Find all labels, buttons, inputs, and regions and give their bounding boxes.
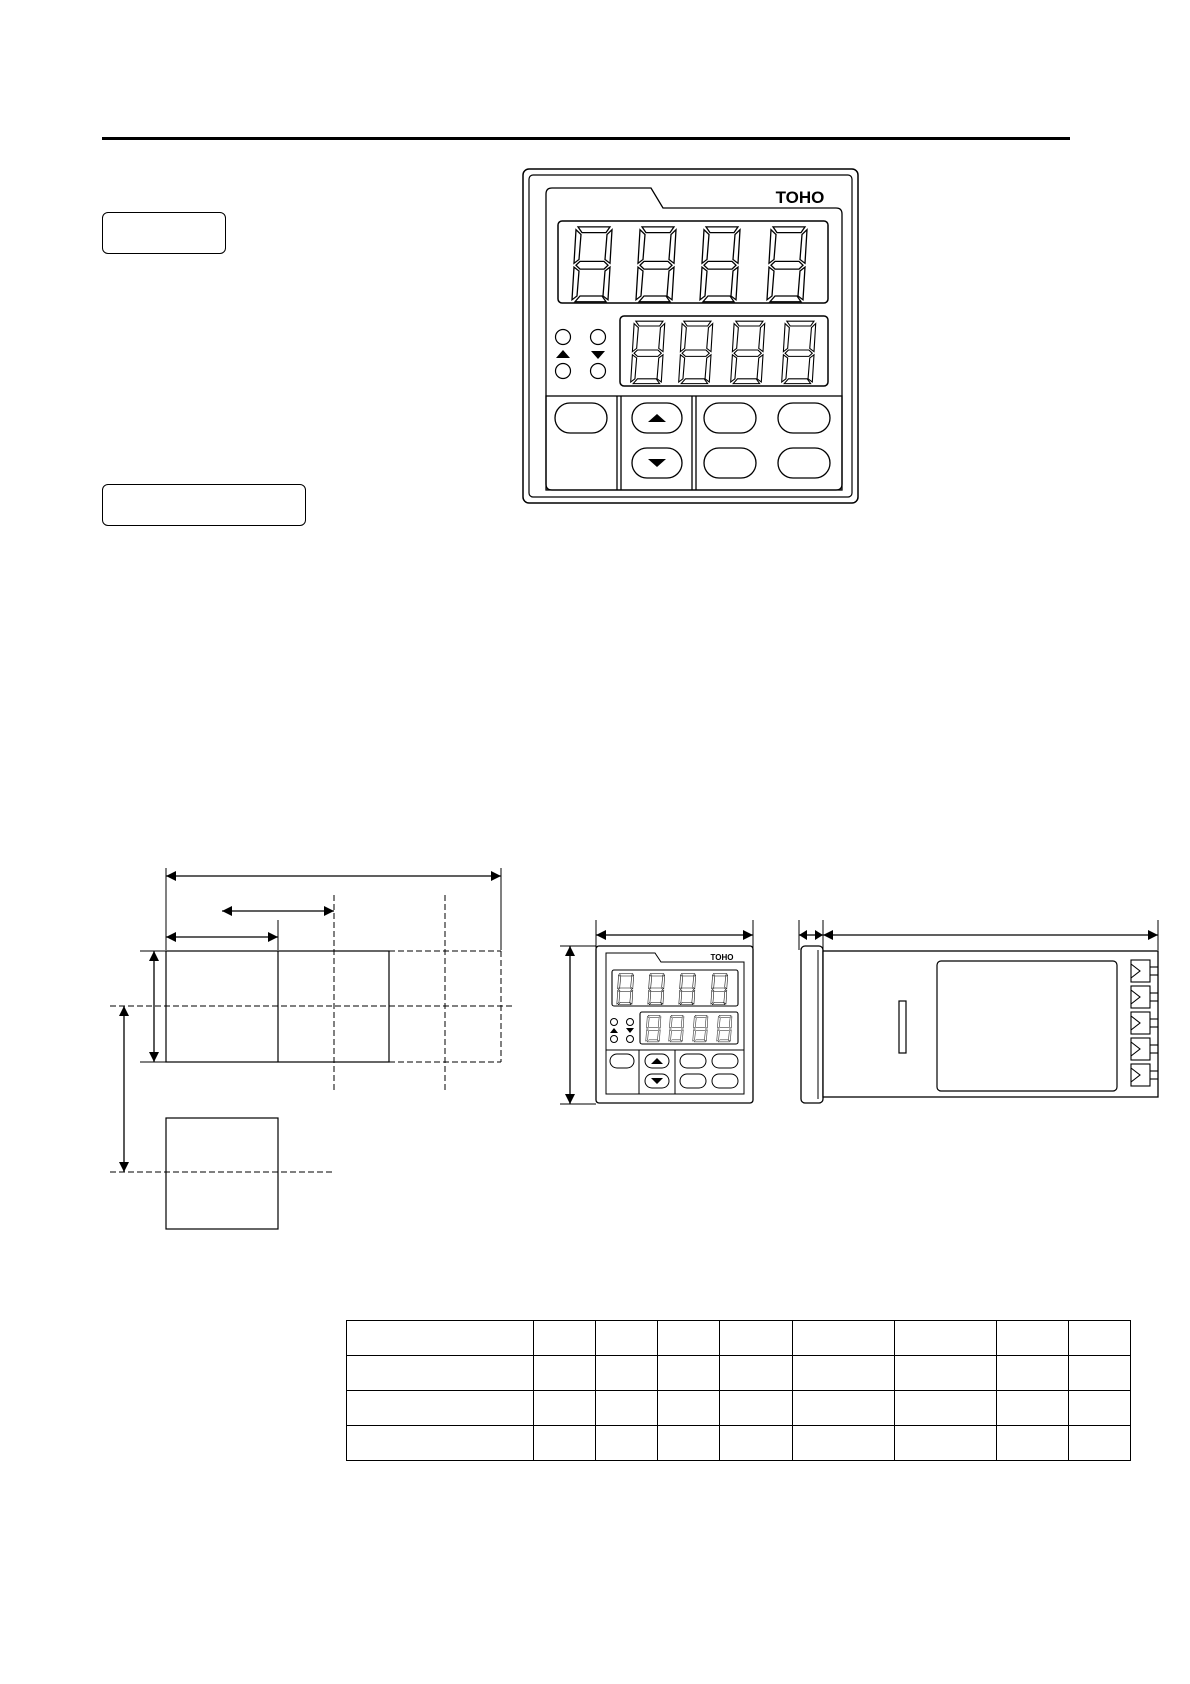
table-cell <box>997 1391 1069 1426</box>
table-cell <box>534 1321 596 1356</box>
table-row <box>347 1321 1131 1356</box>
table-cell <box>793 1321 895 1356</box>
table-cell <box>596 1426 658 1461</box>
table-cell <box>658 1426 720 1461</box>
panel-cutout-drawing <box>110 868 512 1229</box>
table-cell <box>793 1426 895 1461</box>
table-cell <box>895 1391 997 1426</box>
table-cell <box>347 1426 534 1461</box>
table-cell <box>596 1356 658 1391</box>
function-key-3[interactable] <box>704 448 756 478</box>
external-front-view <box>560 920 753 1104</box>
function-key-2[interactable] <box>778 403 830 433</box>
table-cell <box>347 1391 534 1426</box>
table-cell <box>997 1426 1069 1461</box>
brand-logo: TOHO <box>775 188 825 207</box>
external-side-view <box>799 920 1158 1103</box>
table-cell <box>895 1426 997 1461</box>
table-cell <box>997 1321 1069 1356</box>
table-cell <box>720 1321 793 1356</box>
small-brand-logo: TOHO <box>710 953 734 962</box>
table-cell <box>1069 1426 1131 1461</box>
table-cell <box>720 1391 793 1426</box>
table-cell <box>720 1426 793 1461</box>
table-cell <box>1069 1356 1131 1391</box>
spec-table <box>346 1320 1131 1461</box>
table-row <box>347 1356 1131 1391</box>
table-row <box>347 1426 1131 1461</box>
table-cell <box>534 1426 596 1461</box>
table-cell <box>658 1356 720 1391</box>
table-cell <box>1069 1391 1131 1426</box>
table-cell <box>720 1356 793 1391</box>
table-cell <box>596 1321 658 1356</box>
table-cell <box>895 1356 997 1391</box>
table-cell <box>534 1356 596 1391</box>
table-cell <box>347 1321 534 1356</box>
table-cell <box>347 1356 534 1391</box>
function-key-4[interactable] <box>778 448 830 478</box>
table-cell <box>658 1391 720 1426</box>
table-cell <box>596 1391 658 1426</box>
table-cell <box>895 1321 997 1356</box>
table-cell <box>793 1391 895 1426</box>
mode-key[interactable] <box>555 403 607 433</box>
function-key-1[interactable] <box>704 403 756 433</box>
table-cell <box>997 1356 1069 1391</box>
table-cell <box>1069 1321 1131 1356</box>
table-cell <box>793 1356 895 1391</box>
table-cell <box>534 1391 596 1426</box>
table-row <box>347 1391 1131 1426</box>
table-cell <box>658 1321 720 1356</box>
